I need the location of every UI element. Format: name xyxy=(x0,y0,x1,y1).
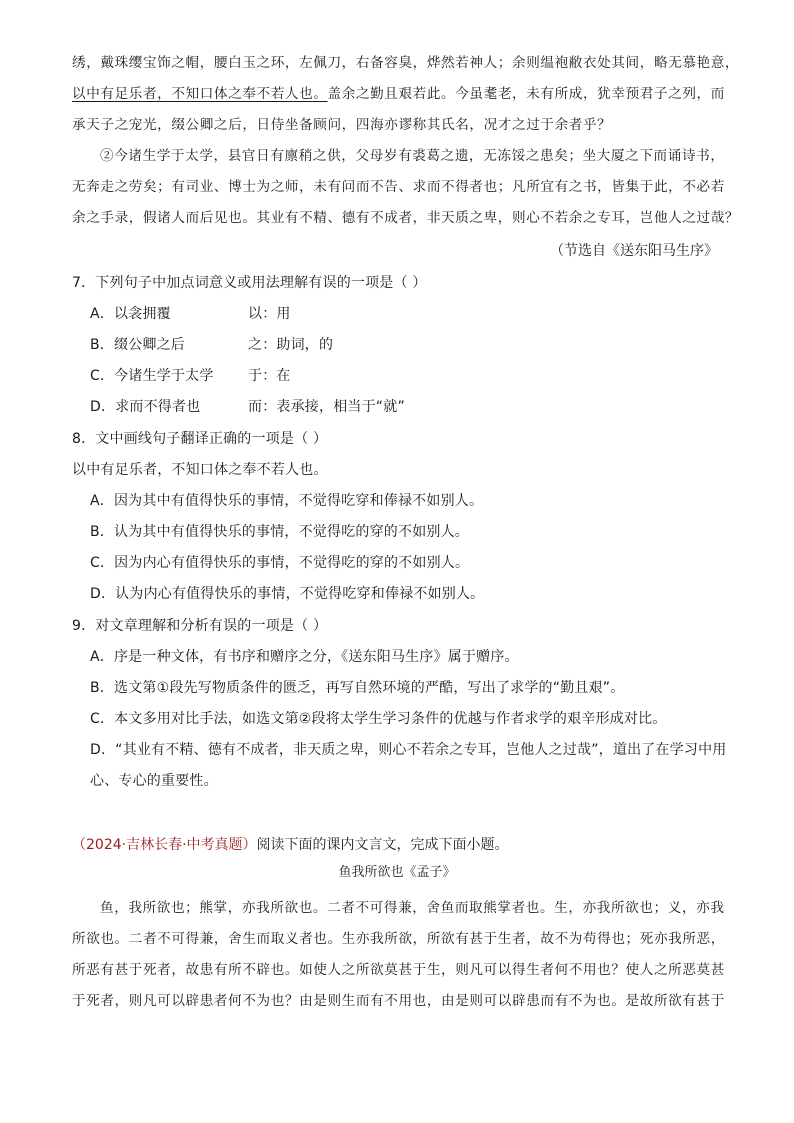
passage-line-cont: 盖余之勤且艰若此。今虽耄老，未有所成，犹幸预君子之列，而 xyxy=(327,86,725,102)
passage-title: 鱼我所欲也《孟子》 xyxy=(338,865,456,880)
underlined-sentence: 以中有足乐者，不知口体之奉不若人也。 xyxy=(72,86,328,102)
option-a xyxy=(72,299,732,330)
passage-line: 余之手录，假诸人而后见也。其业有不精、德有不成者，非天质之卑，则心不若余之专耳，岂他人之过哉？ xyxy=(72,210,740,226)
quoted-sentence: 以中有足乐者，不知口体之奉不若人也。 xyxy=(72,462,328,478)
option-a: A．序是一种文体，有书序和赠序之分，《送东阳马生序》属于赠序。 xyxy=(90,649,519,665)
passage-line: ②今诸生学于太学，县官日有廪稍之供，父母岁有裘葛之遗，无冻馁之患矣；坐大厦之下而诵诗书， xyxy=(100,148,725,164)
option-d xyxy=(72,392,732,423)
question-stem: 9．对文章理解和分析有误的一项是（ ） xyxy=(72,618,328,634)
passage-line xyxy=(72,79,724,110)
option-c xyxy=(72,361,732,392)
option-text: C．今诸生学于太学 xyxy=(90,368,214,384)
section-heading xyxy=(72,830,509,861)
option-explanation: 之：助词，的 xyxy=(248,337,334,353)
passage-source: （节选自《送东阳马生序》 xyxy=(550,243,718,259)
passage-line: 所恶有甚于死者，故患有所不辟也。如使人之所欲莫甚于生，则凡可以得生者何不用也？使人之所恶莫甚 xyxy=(72,962,725,978)
option-b: B．认为其中有值得快乐的事情，不觉得吃的穿的不如别人。 xyxy=(90,524,470,540)
question-7 xyxy=(72,268,732,423)
option-b xyxy=(72,330,732,361)
question-8 xyxy=(72,424,732,610)
option-d-continued: 心、专心的重要性。 xyxy=(90,773,218,789)
option-d: D．认为内心有值得快乐的事情，不觉得吃穿和俸禄不如别人。 xyxy=(90,586,485,602)
section-instruction: 阅读下面的课内文言文，完成下面小题。 xyxy=(256,837,509,853)
option-a: A．因为其中有值得快乐的事情，不觉得吃穿和俸禄不如别人。 xyxy=(90,493,484,509)
passage-paragraph-1 xyxy=(72,48,740,141)
question-stem: 8．文中画线句子翻译正确的一项是（ ） xyxy=(72,431,328,447)
option-explanation: 而：表承接，相当于“就” xyxy=(248,399,405,415)
passage-line: 无奔走之劳矣；有司业、博士为之师，未有问而不告、求而不得者也；凡所宜有之书，皆集于此，不必若 xyxy=(72,179,725,195)
passage-paragraph-2 xyxy=(72,141,740,234)
option-explanation: 于：在 xyxy=(248,368,291,384)
passage-line: 绣，戴珠缨宝饰之帽，腰白玉之环，左佩刀，右备容臭，烨然若神人；余则缊袍敝衣处其间，略无慕艳意， xyxy=(72,55,740,71)
passage-line: 鱼，我所欲也；熊掌，亦我所欲也。二者不可得兼，舍鱼而取熊掌者也。生，亦我所欲也；义，亦我 xyxy=(100,900,725,916)
option-c: C．因为内心有值得快乐的事情，不觉得吃的穿的不如别人。 xyxy=(90,555,470,571)
passage-2-body xyxy=(72,893,724,1017)
option-text: A．以衾拥覆 xyxy=(90,306,171,322)
exam-source-tag: （2024·吉林长春·中考真题） xyxy=(72,837,257,853)
option-b: B．选文第①段先写物质条件的匮乏，再写自然环境的严酷，写出了求学的“勤且艰”。 xyxy=(90,680,625,696)
option-text: D．求而不得者也 xyxy=(90,399,201,415)
passage-line: 所欲也。二者不可得兼，舍生而取义者也。生亦我所欲，所欲有甚于生者，故不为苟得也；死亦我所恶， xyxy=(72,931,725,947)
question-9 xyxy=(72,611,732,797)
passage-line: 于死者，则凡可以辟患者何不为也？由是则生而有不用也，由是则可以辟患而有不为也。是故所欲有甚于 xyxy=(72,993,725,1009)
option-explanation: 以：用 xyxy=(248,306,291,322)
option-text: B．缀公卿之后 xyxy=(90,337,186,353)
option-d: D．“其业有不精、德有不成者，非天质之卑，则心不若余之专耳，岂他人之过哉”，道出了在学习中用 xyxy=(90,742,727,758)
question-stem: 7．下列句子中加点词意义或用法理解有误的一项是（ ） xyxy=(72,275,427,291)
passage-line: 承天子之宠光，缀公卿之后，日侍坐备顾问，四海亦谬称其氏名，况才之过于余者乎？ xyxy=(72,117,612,133)
option-c: C．本文多用对比手法，如选文第②段将太学生学习条件的优越与作者求学的艰辛形成对比。 xyxy=(90,711,667,727)
